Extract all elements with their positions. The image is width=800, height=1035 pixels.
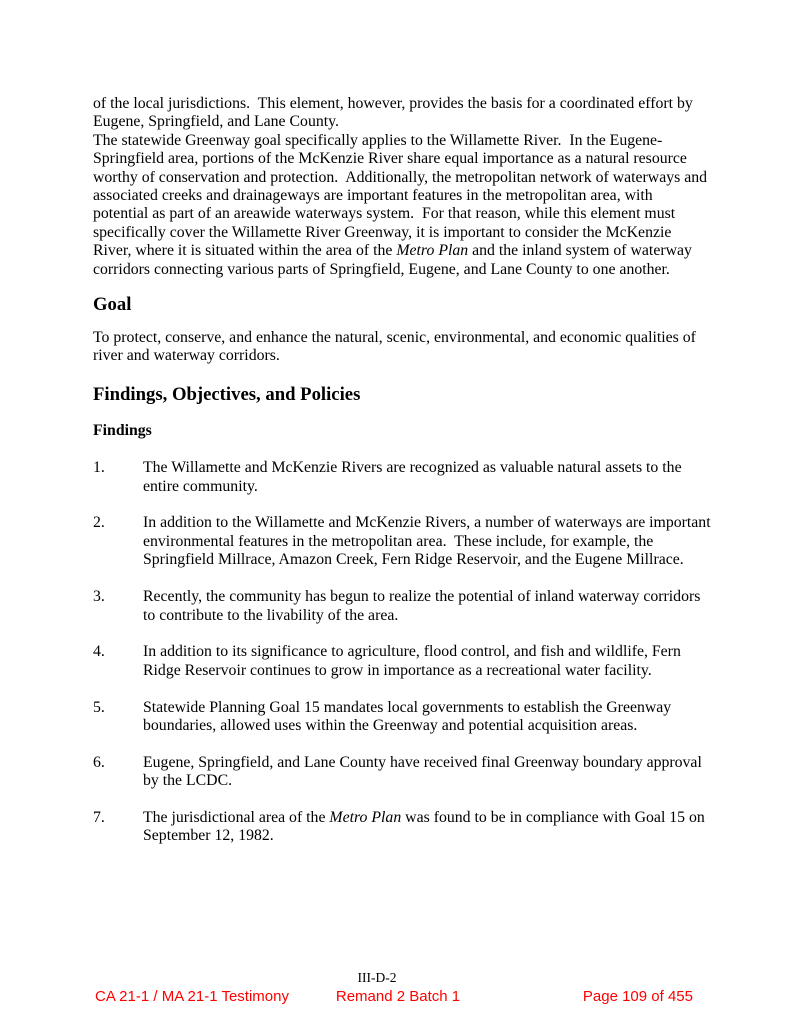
text-segment: The jurisdictional area of the: [143, 808, 330, 826]
text-line: worthy of conservation and protection. Additionally, the metropolitan network of waterways and: [93, 168, 708, 186]
italic-title: Metro Plan: [396, 242, 469, 260]
text-line: Recently, the community has begun to realize the potential of inland waterway corridors: [143, 588, 701, 606]
finding-item: [93, 699, 738, 736]
finding-text: [143, 809, 705, 846]
finding-item: [93, 643, 738, 680]
text-line: potential as part of an areawide waterways system. For that reason, while this element must: [93, 205, 676, 223]
finding-item: [93, 514, 738, 569]
finding-item: [93, 809, 738, 846]
intro-paragraph: [93, 95, 738, 279]
finding-text: [143, 754, 702, 791]
text-segment: was found to be in compliance with Goal 15 on: [401, 808, 705, 826]
doc-page-number: III-D-2: [357, 970, 397, 985]
text-line: Eugene, Springfield, and Lane County.: [93, 113, 339, 131]
text-segment: and the inland system of waterway: [468, 242, 692, 260]
text-line: Ridge Reservoir continues to grow in importance as a recreational water facility.: [143, 661, 652, 679]
finding-number: 6.: [93, 753, 105, 771]
stamp-center: Remand 2 Batch 1: [335, 988, 461, 1005]
page-footer: [0, 970, 800, 1008]
finding-item: [93, 754, 738, 791]
finding-number: 3.: [93, 588, 105, 606]
text-line: September 12, 1982.: [143, 827, 274, 845]
finding-number: 2.: [93, 514, 105, 532]
text-line: environmental features in the metropolitan area. These include, for example, the: [143, 532, 654, 550]
finding-text: [143, 643, 681, 680]
stamp-right: Page 109 of 455: [582, 988, 693, 1005]
text-line: corridors connecting various parts of Springfield, Eugene, and Lane County to one another.: [93, 260, 670, 278]
text-line: boundaries, allowed uses within the Greenway and potential acquisition areas.: [143, 716, 638, 734]
finding-item: [93, 459, 738, 496]
text-segment: River, where it is situated within the area of the: [93, 242, 397, 260]
findings-heading: Findings: [93, 421, 152, 439]
finding-text: [143, 514, 711, 569]
text-line: Springfield area, portions of the McKenzie River share equal importance as a natural resource: [93, 150, 687, 168]
findings-list: [93, 459, 738, 845]
text-line: of the local jurisdictions. This element, however, provides the basis for a coordinated effort by: [93, 95, 693, 112]
finding-number: 7.: [93, 808, 105, 826]
text-line: Springfield Millrace, Amazon Creek, Fern Ridge Reservoir, and the Eugene Millrace.: [143, 551, 684, 569]
text-line: specifically cover the Willamette River Greenway, it is important to consider the McKenzie: [93, 223, 672, 241]
bates-stamp-row: [0, 988, 800, 1008]
text-line: To protect, conserve, and enhance the natural, scenic, environmental, and economic qualities of: [93, 329, 696, 347]
finding-number: 4.: [93, 643, 105, 661]
text-line: river and waterway corridors.: [93, 347, 280, 365]
finding-number: 1.: [93, 459, 105, 477]
stamp-left: CA 21-1 / MA 21-1 Testimony: [95, 988, 289, 1005]
page-content: [93, 95, 738, 864]
text-line: The Willamette and McKenzie Rivers are recognized as valuable natural assets to the: [143, 459, 682, 477]
finding-text: [143, 588, 700, 625]
text-line: by the LCDC.: [143, 772, 233, 790]
text-line: [143, 809, 705, 827]
text-line: associated creeks and drainageways are important features in the metropolitan area, with: [93, 187, 653, 205]
text-line: Statewide Planning Goal 15 mandates local governments to establish the Greenway: [143, 698, 672, 716]
text-line: The statewide Greenway goal specifically applies to the Willamette River. In the Eugene-: [93, 131, 663, 149]
text-line: [93, 242, 738, 260]
goal-heading: Goal: [93, 294, 132, 316]
finding-item: [93, 588, 738, 625]
italic-title: Metro Plan: [329, 808, 402, 826]
text-line: to contribute to the livability of the area.: [143, 606, 399, 624]
text-line: In addition to its significance to agriculture, flood control, and fish and wildlife, Fern: [143, 643, 681, 661]
finding-text: [143, 459, 682, 496]
finding-text: [143, 699, 671, 736]
text-line: In addition to the Willamette and McKenzie Rivers, a number of waterways are important: [143, 514, 711, 532]
text-line: entire community.: [143, 477, 258, 495]
finding-number: 5.: [93, 698, 105, 716]
findings-objectives-policies-heading: Findings, Objectives, and Policies: [93, 383, 361, 405]
goal-paragraph: [93, 329, 738, 366]
text-line: Eugene, Springfield, and Lane County have received final Greenway boundary approval: [143, 753, 702, 771]
